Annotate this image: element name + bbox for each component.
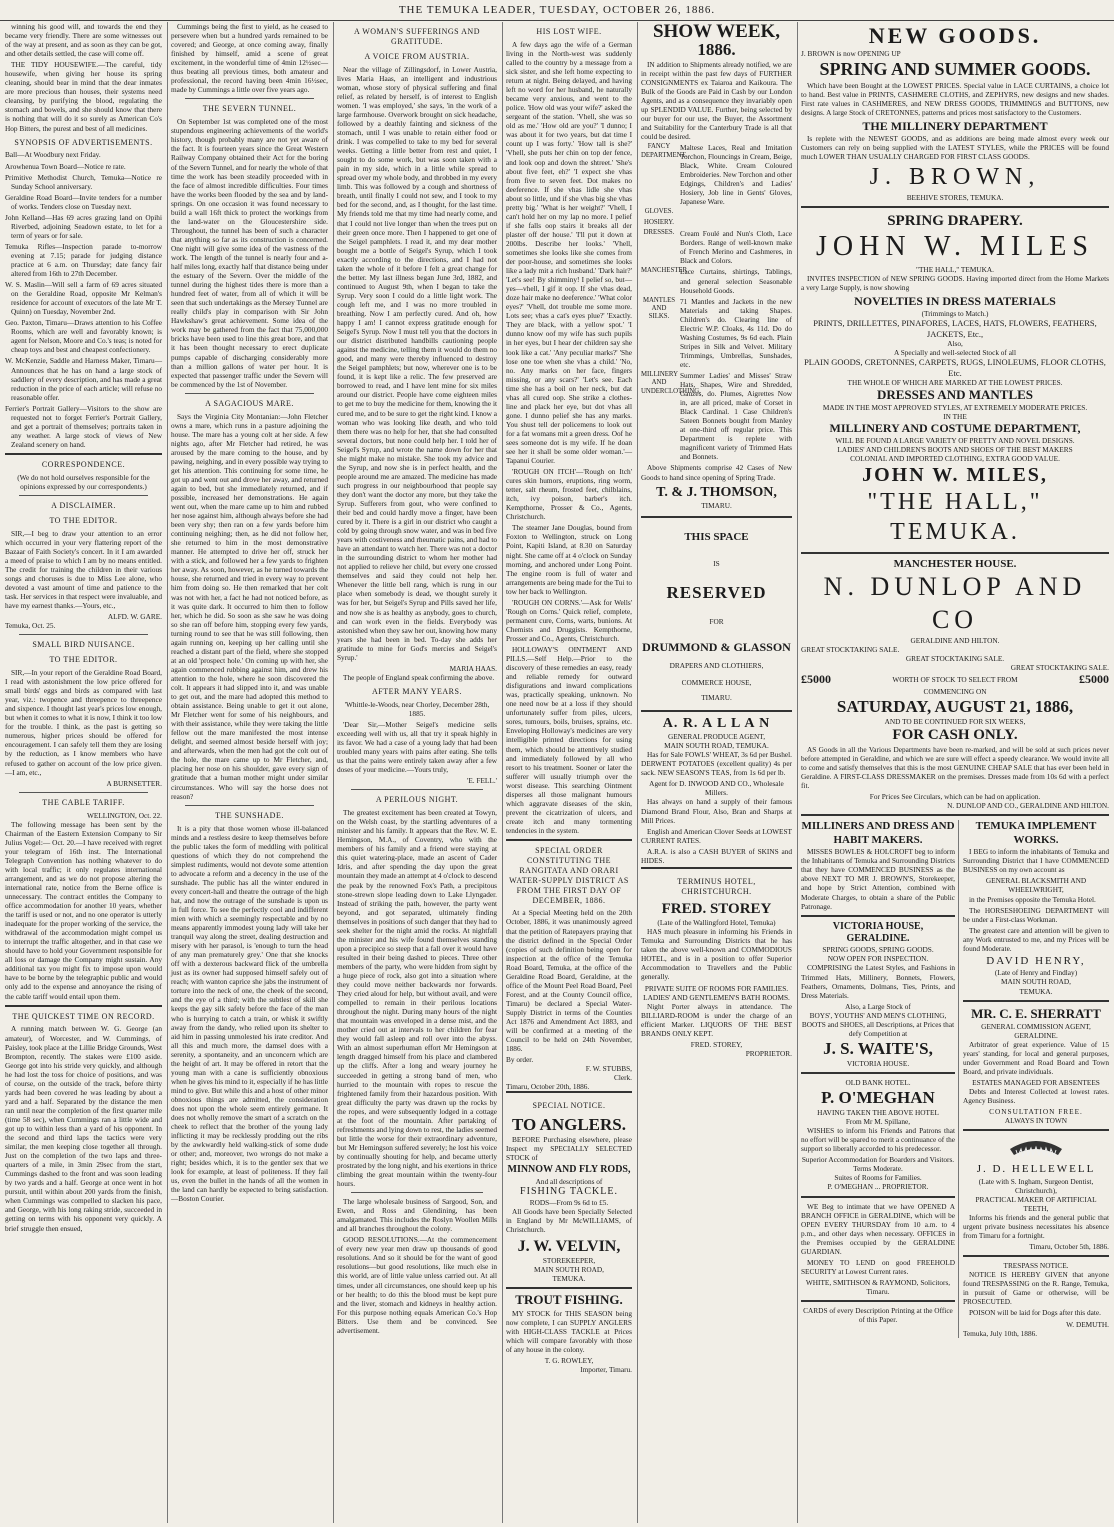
- ladies-boots-line: LADIES' AND CHILDREN'S BOOTS AND SHOES OF THE BEST MAKERS: [837, 445, 1073, 455]
- hop-bitters-paragraph: THE TIDY HOUSEWIFE.—The careful, tidy housewife, when giving her house its spring cleaning, should bear in mind that the dear inmates are more precious than houses, their systems need cleansing, by purifying the blood, regulating the stomach and bowels, and she should know that there is nothing that will do it so surely as American Co's Hop Bitters, the purest and best of all medicines.: [5, 60, 162, 133]
- storey-sub: (Late of the Wallingford Hotel, Temuka): [657, 918, 776, 928]
- rods-price: RODS—From 9s 6d to £5.: [529, 1198, 609, 1208]
- department-row: [641, 219, 792, 227]
- commencing-on: COMMENCING ON: [923, 686, 987, 696]
- storey-signature: FRED. STOREY,: [690, 1039, 743, 1049]
- divider: [351, 1192, 483, 1193]
- ara-body: Has for Sale FOWLS' WHEAT, 3s 6d per Bushel. DERWENT POTATOES (excellent quality) 4s per sack. NEW SEASON'S TEAS, from 1s 6d per lb.: [641, 750, 792, 778]
- sherratt-role: GENERAL COMMISSION AGENT, GERALDINE.: [981, 1021, 1091, 1040]
- spring-summer-goods: SPRING AND SUMMER GOODS.: [819, 59, 1091, 80]
- divider: [801, 814, 1109, 816]
- omeghan-line: Superior Accommodation for Boarders and Visitors. Terms Moderate.: [801, 1155, 955, 1174]
- synopsis-item: Ferrier's Portrait Gallery—Visitors to the show are requested not to forget Ferrier's Portrait Gallery, and get a portrait of themselves; portraits taken in any weather. A large stock of views of New Zealand scenery on hand.: [5, 403, 162, 449]
- divider: [801, 1072, 955, 1074]
- synopsis-title: SYNOPSIS OF ADVERTISEMENTS.: [14, 137, 153, 147]
- velvin-name: J. W. VELVIN,: [517, 1237, 621, 1255]
- column-2: [167, 22, 331, 1523]
- branch-office-body: WE Beg to intimate that we have OPENED A BRANCH OFFICE in GERALDINE, which will be OPEN EVERY THURSDAY from 10 a.m. to 4 p.m., and other days when necessary. OFFICES in the Premises occupied by the GERALDINE GUARDIAN.: [801, 1201, 955, 1256]
- six-weeks: AND TO BE CONTINUED FOR SIX WEEKS,: [884, 717, 1026, 727]
- rough-on-corns: 'ROUGH ON CORNS.'—Ask for Wells' 'Rough on Corns.' Quick relief, complete, permanent cure, Corns, warts, bunions. At Chemists and Druggists. Kempthorne, Prosser and Co., Agents, Christchurch.: [506, 597, 632, 643]
- money-to-lend: MONEY TO LEND on good FREEHOLD SECURITY at Lowest Current rates.: [801, 1257, 955, 1276]
- millinery-title: THE MILLINERY DEPARTMENT: [862, 118, 1048, 133]
- estates-body: Debts and Interest Collected at lowest rates. Agency Business.: [963, 1087, 1109, 1106]
- synopsis-item: Geo. Paxton, Timaru—Draws attention to his Coffee Rooms, which are well and favorably known; is agent for Nelson, Moore and Co.'s teas; is noted for cheap toys and best and cheapest confectionery.: [5, 318, 162, 355]
- sunshade-body: It is a pity that those women whose ill-balanced minds and a restless desire to keep themselves before the public takes the form of meddling with political questions of which they do not comprehend the simplest rudiments, would not devote some attention to advocate a reform and a decency in the use of the sunshade. The public has all the winter endured in every concert-hall and theatre the outrage of the high hat, and now the outrage of the sunshade is upon us in full force. To see the perfectly cool and indifferent mien with which a seemingly respectable and by no means apparently immodest young lady will take her tranquil way along the street, dealing destruction and misery with her parasol, is 'enough to turn the head of any man prematurely grey.' One that she knocks off with a dexterous backward flick of the umbrella just as its owner had supposed himself safely out of reach; with wanton caprice she jabs the instrument of torture into the neck of one, the cheek of the second, and the eye of a third; with the subtlest of skill she keeps the gay silk safely before the face of the man who is hurrying to catch a train, or whisk it swiftly away from the dandy, who relied upon its shelter to aid him in passing unmolested his irate creditor. And all this and much more, the damsel does with a serenity, a spontaneity, and an unconcern which are the height of art. It may be offered in retort that the young man with a cane is sufficiently obnoxious when he gives his mind to it, especially if he has little mind to give. But while this and a host of other minor obnoxious things are admitted, the consideration does not upon the whole seem entirely germane. It does not wholly remove the smart of a scratch on the cheek to reflect that the brother of the young lady inflicting it may be recklessly prodding out the ribs by the awkwardly held walking-stick of some dude or other; and, moreover, two wrongs do not make a right; besides which, it is to the gentler sex that we look for example, at least of politeness. If they fail us, even the bullet in the hands of all the women in the land can hardly be expected to bring satisfaction.—Boston Courier.: [171, 823, 328, 1204]
- bottom-ads: [801, 820, 1109, 1338]
- department-text: Lace Curtains, shirtings, Tablings, and general selection Seasonable Household Goods.: [680, 267, 792, 295]
- worth-row: [801, 672, 1109, 687]
- cable-tariff-body: The following message has been sent by the Chairman of the Eastern Extension Company to Sir Julius Vogel:— Oct. 20.—I have received with regret your telegram of 16th inst. The International Telegraph Convention has nothing whatever to do with local traffic; it only regulates international arrangement, and as we do not propose altering the international rate, notice from the Berne office is unnecessary. The contract entitles the Company to office accommodation for another 10 years, whether the tariff is used or not, and no one operator is utterly inadequate for the proper working of the service, the withdrawal of the accommodation might compel us to interrupt the traffic altogether, and in that case we should have to hold your Government responsible for all loss or damage the Company might sustain. Any additional tax you might fix to impose upon would have to be borne by the telegraphic public and would only add to the expense and annoyance the rising of the cable tariff would entail upon them.: [5, 819, 162, 1001]
- dunlop-name: N. DUNLOP AND CO: [823, 572, 1087, 634]
- miles-body: INVITES INSPECTION of NEW SPRING GOODS. Having imported direct from the Home Markets a very Large Supply, is now showing: [801, 273, 1109, 293]
- storey-body-2: Night Porter always in attendance. The BILLIARD-ROOM is under the charge of an efficient Marker. LIQUORS OF THE BEST BRANDS ONLY KEPT.: [641, 1001, 792, 1038]
- divider: [801, 1300, 955, 1302]
- correspondence-note: (We do not hold ourselves responsible for the opinions expressed by our correspondents.): [17, 472, 150, 491]
- womans-sufferings-body: Near the village of Zillingsdorf, in Lower Austria, lives Maria Haas, an intelligent and industrious woman, whose story of physical suffering and final relief, as related by herself, is of interest to English women. 'I was employed,' she says, 'in the work of a large farmhouse. Overwork brought on sick headache, followed by a deathly fainting and sickness of the stomach, until I was unable to retain either food or drink. I was compelled to take to my bed for several weeks. Getting a little better from rest and quiet, I sought to do some work, but was soon taken with a pain in my side, which in a little while spread to spread over my whole body, and throbbed in my every limb. This was followed by a cough and shortness of breath, until finally I could not sew, and I took to my bed for the second, and, as I thought, for the last time. My friends told me that my time had nearly come, and that I could not live longer than when the trees put on their green once more. Then I happened to get one of the Seigel pamphlets. I read it, and my dear mother bought me a bottle of Seigel's Syrup, which I took exactly according to the directions, and I had not taken the whole of it before I felt a great change for the better. My last illness began June 3rd, 1882, and continued to August 9th, when I began to take the Syrup. Very soon I could do a little light work. The cough left me, and I was no more troubled in breathing. Now I am perfectly cured. And oh, how happy I am! I cannot express gratitude enough for Seigel's Syrup. Now I must tell you that the doctors in our district distributed handbills cautioning people against the medicine, telling them it would do them no good, and many were thereby influenced to destroy the Seigel pamphlets; but now, wherever one is to be found, it is kept like a relic. The few preserved are borrowed to read, and I have lent mine for six miles around our district. People have come eighteen miles to get me to buy the medicine for them, knowing the it cured me, and to be sure to get the right kind. I know a woman who was looking like death, and who told them there was no help for her, that she had consulted several doctors, but none could help her. I told her of Seigel's Syrup, and wrote the name down for her that she might make no mistake. She took my advice and the Syrup, and now she is in perfect health, and the people around me are amazed. The medicine has made such progress in our neighbourhood that people say they don't want the doctor any more, but they take the Syrup. Sufferers from gout, who were confined to their bed and could hardly move a finger, have been cured by it. There is a girl in our district who caught a cold by going through snow water, and was in bed five years with costiveness and rheumatic pains, and had to have an attendant to watch her. There was not a doctor in the surrounding district to whom her mother had not applied to relieve her child, but every one crossed themselves and said they could not help her. Whenever the little bell rang, which is rung in our place when somebody is dead, we thought surely it was for her, but Seigel's Syrup and Pills saved her life, and now she is as healthy as anybody, goes to church, and can work even in the fields. Everybody was astonished when they saw her out, knowing how many years she had been in bed. To-day she adds her gratitude to mine for God's mercies and Seigel's Syrup.': [337, 64, 498, 662]
- omeghan-name: P. O'MEGHAN: [821, 1088, 935, 1108]
- divider: [5, 1005, 162, 1007]
- denture-illustration: [963, 1135, 1109, 1163]
- synopsis-list: [5, 150, 162, 448]
- bowles-title: MILLINERS AND DRESS AND HABIT MAKERS.: [801, 820, 955, 846]
- ara-role: GENERAL PRODUCE AGENT,: [667, 732, 766, 742]
- department-name: MANCHESTER: [641, 267, 688, 275]
- brown-address: BEEHIVE STORES, TEMUKA.: [906, 192, 1004, 202]
- hellewell-name: J. D. HELLEWELL: [976, 1163, 1096, 1176]
- victoria-title: VICTORIA HOUSE, GERALDINE.: [832, 920, 924, 944]
- show-week-title: SHOW WEEK,: [652, 22, 781, 42]
- brown-body: Which have been Bought at the LOWEST PRICES. Special value in LACE CURTAINS, a choice lot to hand. Best value in PRINTS, CASHMERE CLOTHS, and ZEPHYRS, new designs and new shades. First rate values in CASHMERES, and NEW DRESS GOODS, TRIMMINGS and BUTTONS, new designs. A large Stock of CRETONNES, patterns and prices most satisfactory to the Customers.: [801, 80, 1109, 117]
- ara-address: MAIN SOUTH ROAD, TEMUKA.: [664, 741, 769, 751]
- department-row: [641, 229, 792, 265]
- storey-role: PROPRIETOR.: [745, 1048, 792, 1058]
- victoria-open: NOW OPEN FOR INSPECTION.: [827, 954, 929, 964]
- signature-maria-haas: MARIA HAAS.: [449, 663, 497, 673]
- synopsis-item: W. McKenzie, Saddle and Harness Maker, Timaru—Announces that he has on hand a large stock of saddlery of every description, and has made a great reduction in the price of each article; will refuse no reasonable offer.: [5, 356, 162, 402]
- synopsis-item: W. S. Maslin—Will sell a farm of 69 acres situated on the Geraldine Road, opposite Mr Kelman's residence for account of executors of the late Mr T. Quinn) on Tuesday, November 2nd.: [5, 280, 162, 317]
- letter-body: 'Dear Sir,—Mother Seigel's medicine sells exceeding well with us, all that try it speak highly in its favor. We had a case of a young lady that had been troubled many years with pains after eating. She tells us that the pains were entirely taken away after a few doses of your medicine.—Yours truly,: [337, 719, 497, 775]
- womans-sufferings-title: A WOMAN'S SUFFERINGS AND GRATITUDE.: [354, 27, 480, 46]
- trespass-date: Temuka, July 10th, 1886.: [963, 1328, 1038, 1338]
- trespass-title: TRESPASS NOTICE.: [1003, 1261, 1069, 1271]
- henry-address: MAIN SOUTH ROAD,: [1001, 977, 1071, 987]
- divider: [19, 792, 148, 793]
- department-row: [641, 371, 792, 461]
- solicitors-signature: WHITE, SMITHSON & RAYMOND, Solicitors, Timaru.: [805, 1277, 951, 1296]
- notice-signature: F. W. STUBBS,: [585, 1064, 632, 1074]
- drummond-town: TIMARU.: [701, 692, 732, 702]
- prints-line: PRINTS, DRILLETTES, PINAFORES, LACES, HATS, FLOWERS, FEATHERS, JACKETS, Etc.,: [813, 318, 1097, 339]
- henry-town: TEMUKA.: [1019, 986, 1053, 996]
- synopsis-item: Temuka Rifles—Inspection parade to-morrow evening at 7.15; parade for judging distance practice at 6 a.m. on Thursday; date fancy fair altered from 16th to 27th December.: [5, 241, 162, 279]
- victoria-boys: BOYS', YOUTHS' AND MEN'S CLOTHING,: [809, 1010, 947, 1020]
- trespass-body: NOTICE IS HEREBY GIVEN that anyone found TRESPASSING on the R. Range, Temuka, in pursuit of Game or otherwise, will be PROSECUTED.: [963, 1270, 1109, 1307]
- article-continuation: Cummings being the first to yield, as he ceased to persevere when but a hundred yards remained to be covered; and George, at once coming away, finally finished by himself, amid a scene of great excitement, in the wonderful time of 4min 12½sec—thus beating all previous times, both amateur and professional, the record having been 4min 16½sec, made by Cummings a little over five years ago.: [171, 22, 328, 95]
- department-name: GLOVES.: [644, 208, 674, 216]
- lowest-prices-line: THE WHOLE OF WHICH ARE MARKED AT THE LOWEST PRICES.: [847, 378, 1063, 388]
- amount-right: £5000: [1078, 672, 1109, 687]
- henry-name: DAVID HENRY,: [986, 954, 1086, 967]
- cable-tariff-title: THE CABLE TARIFF.: [42, 797, 125, 807]
- divider: [963, 1000, 1109, 1002]
- teeth-icon: [1006, 1135, 1066, 1161]
- divider: [963, 1255, 1109, 1257]
- bottom-ads-right: [963, 820, 1109, 1338]
- column-5: [637, 22, 795, 1523]
- omeghan-signature: P. O'MEGHAN ... PROPRIETOR.: [827, 1182, 929, 1192]
- synopsis-item: Arowhenua Town Board—Notice re rate.: [5, 161, 126, 171]
- department-text: Cream Foulé and Nun's Cloth, Lace Borders. Range of well-known make of French Merino and Cashmeres, in Black and Colors.: [680, 229, 792, 266]
- disclaimer-body: SIR,—I beg to draw your attention to an error which occurred in your very flattering report of the Bazaar of Faith Society's concert. In it I am awarded a meed of praise to which I am by no means entitled. The credit for training the children in their various songs and choruses is due to Miss Lee alone, who devoted a vast amount of time and patience to the task. Her services in that respect were invaluable, and have my earnest thanks.—Yours, etc.,: [5, 528, 162, 611]
- department-name: FANCY DEPARTMENT.: [641, 143, 687, 159]
- show-week-year: 1886.: [697, 40, 736, 59]
- correspondence-title: CORRESPONDENCE.: [41, 459, 126, 469]
- victoria-also: Also, a Large Stock of: [845, 1001, 911, 1011]
- ara-agent: Agent for D. INWOOD AND CO., Wholesale Millers.: [649, 779, 784, 798]
- storey-suite: PRIVATE SUITE OF ROOMS FOR FAMILIES.: [644, 983, 789, 993]
- divider: [351, 789, 483, 790]
- novelties-title: NOVELTIES IN DRESS MATERIALS: [854, 294, 1056, 309]
- article-intro: winning his good will, and towards the end they became very friendly. There are some witnesses out of the way at present, and as soon as they can be got, and other details settled, the case will come off.: [5, 22, 162, 59]
- dunlop-signature: N. DUNLOP AND CO., GERALDINE AND HILTON.: [947, 800, 1109, 810]
- department-text: 71 Mantles and Jackets in the new Materials and taking Shapes. Children's do. Clearing line of Electric W.P. Cloaks, 4s 11d. Do do Washing Costumes, 9s 6d each. Plain Stripes in Silk and Velvet. Military Trimmings, Umbrellas, Sunshades, etc.: [680, 296, 792, 369]
- by-order: By order.: [506, 1055, 534, 1065]
- sargood-paragraph: The large wholesale business of Sargood, Son, and Ewen, and Ross and Glendining, has been amalgamated. This includes the Roslyn Woollen Mills and all branches throughout the colony.: [337, 1197, 497, 1234]
- always-in-town: ALWAYS IN TOWN: [1004, 1116, 1068, 1126]
- stocktaking-sale-1: GREAT STOCKTAKING SALE.: [801, 644, 900, 654]
- disclaimer-title: A DISCLAIMER.: [51, 500, 116, 510]
- severn-tunnel-body: On September 1st was completed one of the most stupendous engineering achievements of the world's history, though probably many are not yet aware of the fact. It is fourteen years since the Great Western Railway Company obtained their Act for the boring of the Severn Tunnel, and for nearly the whole of that time the work has been steadily proceeded with in the face of almost incredible difficulties. Four times have the works been flooded by the sea and by land-springs. On one occasion it was found necessary to build a wall 16ft thick to protect the workings from the land-water on the Gloucestershire side. Throughout, the tunnel has been of such a character that anything so far as its construction is concerned. One night will give some idea of the vastness of the work. The length of the tunnel is nearly four and a-half miles long, exactly half that distance being under the estuary of the Severn. Over the middle of the tunnel during the highest tides there is more than a hundred feet of water, from all of which it will be seen that such undertakings as the Mersey Tunnel are really child's play in comparison with Sir John Hawkshaw's great achievement. Some idea of the work may be gathered from the fact that 75,000,000 bricks have been used to line this great bore, and that it has been thought necessary to erect duplicate pumps capable of discharging considerably more than a million gallons of water per hour. It is expected that passenger traffic under the Severn will be commenced by the 1st of November.: [171, 117, 328, 389]
- special-stock: A Specially and well-selected Stock of all: [894, 348, 1016, 358]
- storey-body: HAS much pleasure in informing his Friends in Temuka and Surrounding Districts that he has taken the above well-known and COMMODIOUS HOTEL, and is in a position to offer Superior Accommodation to Travellers and the Public generally.: [641, 927, 792, 982]
- trimmings-note: (Trimmings to Match.): [921, 308, 989, 318]
- miles-name: JOHN W. MILES: [816, 231, 1094, 263]
- show-week-body: IN addition to Shipments already notified, we are in receipt within the past few days of FURTHER CONSIGNMENTS ex Taiaroa and Kaikoura. The Bulk of the Goods are Paid in Cash by our London Agents, and as a consequence they invariably open up SPLENDID VALUE. Further, being selected by our buyer for our use, the Buyer, the Assortment and Suitability for the Canterbury Trade is all that could be desired.: [641, 59, 792, 142]
- drapers-clothiers: DRAPERS AND CLOTHIERS,: [669, 660, 764, 670]
- department-row: [641, 267, 792, 294]
- victoria-boots: BOOTS and SHOES, all Descriptions, at Prices that defy Competition at: [801, 1019, 955, 1038]
- after-many-years: AFTER MANY YEARS.: [372, 686, 462, 696]
- signature-fell: 'E. FELL.': [467, 776, 497, 786]
- also-word: Also,: [947, 339, 963, 349]
- reserved-word: RESERVED: [666, 582, 767, 602]
- quickest-time-body: A running match between W. G. George (an amateur), of Worcester, and W. Cummings, of Paisley, took place at the Lillie Bridge Grounds, West Brompton, recently. The stakes were £100 aside. George got into his stride very quickly, and although he had lost the toss for choice of positions, and was of course, on the outside of the track, before thirty yards had been covered he was leading by about a yard and a half. Separated by the distance the men ran until near the completion of the first quarter mile (time 58 sec), when Cummings ran a little wide and got up to within less than a yard of his opponent. In the second and third laps the tactics were very similar, the men keeping close together all through. Just on the completion of the two laps and three-quarters of a mile, in 3min 29sec from the start, Cummings dashed to the front and was soon leading by two yards and a half. George at once went in hot pursuit, until within about 200 yards from the finish, when Cummings was compelled to slacken his pace, and George, with his long raking stride, succeeded in getting on terms with his opponent very quickly. A brief struggle then ensued,: [5, 1024, 162, 1233]
- anglers-body-2: All Goods have been Specially Selected in England by Mr McWILLIAMS, of Christchurch.: [506, 1207, 632, 1235]
- implement-works-body-3: The greatest care and attention will be given to any Work entrusted to me, and my Prices will be found Moderate.: [963, 925, 1109, 953]
- costume-department-title: MILLINERY AND COSTUME DEPARTMENT,: [829, 421, 1081, 436]
- storey-name: FRED. STOREY: [661, 900, 772, 917]
- consultation-free: CONSULTATION FREE.: [989, 1107, 1083, 1117]
- bowles-body: MISSES BOWLES & HOLCROFT beg to inform the Inhabitants of Temuka and Surrounding Districts that they have COMMENCED BUSINESS as the above NEXT TO MR J. BROWN'S, Storekeeper, and hope by Strict Attention, combined with Moderate Charges, to obtain a share of the Public Patronage.: [801, 847, 955, 911]
- dresses-mantles-title: DRESSES AND MANTLES: [876, 387, 1034, 403]
- show-week-footer: Above Shipments comprise 42 Cases of New Goods to hand since opening of Spring Trade.: [641, 463, 792, 482]
- notice-date: Timaru, October 20th, 1886.: [506, 1082, 590, 1092]
- jane-douglas-paragraph: The steamer Jane Douglas, bound from Foxton to Wellington, struck on Long Point, Kapiti Island, at 8.30 on Saturday night. She came off at 4 o'clock on Sunday morning, and anchored under Long Point. The engine room is full of water and arrangements are being made for the Tui to tow her back to Wellington.: [506, 523, 632, 596]
- disclaimer-place: Temuka, Oct. 25.: [5, 621, 56, 631]
- in-the: IN THE: [943, 412, 967, 422]
- millinery-body: Is replete with the NEWEST GOODS, and as additions are being made almost every week our Customers can rely on being supplied with the LATEST STYLES, while the PRICES will be found much LOWER THAN USUALLY CHARGED FOR FIRST CLASS GOODS.: [801, 133, 1109, 161]
- synopsis-item: Ball—At Woodbury next Friday.: [5, 150, 101, 160]
- trout-fishing-title: TROUT FISHING.: [515, 1292, 623, 1308]
- quickest-time-title: THE QUICKEST TIME ON RECORD.: [12, 1011, 155, 1021]
- velvin-address: MAIN SOUTH ROAD,: [534, 1265, 604, 1275]
- synopsis-item: John Kelland—Has 69 acres grazing land on Opihi Riverbed, adjoining Seadown estate, to let for a term of years or for sale.: [5, 212, 162, 240]
- column-4: [502, 22, 635, 1523]
- hall-temuka: "THE HALL," TEMUKA.: [916, 264, 994, 274]
- old-bank-hotel: OLD BANK HOTEL.: [845, 1077, 911, 1087]
- severn-tunnel-title: THE SEVERN TUNNEL.: [202, 104, 297, 114]
- all-descriptions: And all descriptions of: [535, 1176, 603, 1186]
- people-of-england: The people of England speak confirming the above.: [343, 672, 495, 682]
- plain-goods-line: PLAIN GOODS, CRETONNES, CARPETS, RUGS, LINOLEUMS, FLOOR CLOTHS, Etc.: [804, 357, 1106, 378]
- department-name: MILLINERY AND UNDERCLOTHING.: [641, 370, 701, 395]
- implement-works-body: I BEG to inform the inhabitants of Temuka and Surrounding District that I have COMMENCED BUSINESS on my own account as: [963, 847, 1109, 875]
- to-the-editor: TO THE EDITOR.: [49, 655, 118, 665]
- sunshade-title: THE SUNSHADE.: [215, 810, 284, 820]
- commerce-house: COMMERCE HOUSE,: [681, 677, 752, 687]
- department-text: Maltese Laces, Real and Imitation Torchon, Flouncings in Cream, Beige, Black, White. Cream Coloured Embroideries. New Torchon and other Edgings, Children's and Ladies' Hosiery, Job line in Gents' Gloves, Japanese Ware.: [680, 143, 792, 207]
- reserved-this-space: THIS SPACE: [684, 530, 749, 543]
- hellewell-body: Informs his friends and the general public that urgent private business necessitates his absence from Timaru for a fortnight.: [963, 1213, 1109, 1241]
- notice-role: Clerk.: [613, 1073, 632, 1083]
- cards-printing: CARDS of every Description Printing at the Office of this Paper.: [803, 1306, 953, 1325]
- divider: [5, 453, 162, 455]
- to-the-editor: TO THE EDITOR.: [49, 515, 118, 525]
- synopsis-item: Geraldine Road Board—Invite tenders for a number of works. Tenders close on Tuesday next.: [5, 192, 162, 211]
- divider: [19, 634, 148, 635]
- department-text: [680, 219, 792, 227]
- victoria-body: COMPRISING the Latest Styles, and Fashions in Trimmed Hats, Millinery, Bonnets, Flowers, Feathers, Ornaments, Dolmans, Ties, Prints, and Dress Materials.: [801, 963, 955, 1000]
- thomson-name: T. & J. THOMSON,: [656, 484, 777, 500]
- sagacious-mare-body: Says the Virginia City Montanian:—John Fletcher owns a mare, which runs in a pasture adjoining the house. The mare has a young colt at her side. A few nights ago, after Mr Fletcher had retired, he was aroused by the mare coming to the house, and by pawing, neighing, and in every possible way trying to get his attention. This continuing for some time, he got up and went out and drove her away, and returned again to bed, but she immediately returned, and if possible, increased her demonstrations. He again went out, when the mare came up to him and rubbed her nose against him, although always before she had been very shy; then ran on a few yards before him continuing neighing; then, as he did not follow her, she returned to him in the most demonstrative manner. He attempted to drive her off, struck her with a stick, and followed her a few yards to frighten her away. As soon, however, as he turned towards the house, she returned and tried in every way to prevent him from doing so. He then remarked that her colt was not with her, a fact he had not noticed before, as it was quite dark. It occurred to him then to follow her, which he did. So soon as she saw he was doing so she ran off before him, stopping every few yards, turning round to see that he was still following, then again running on, keeping up her calling until she reached a distant part of the field, where she stopped at an old 'prospect hole.' On coming up with her, she again commenced rubbing against him, and drew his attention to the hole, where he soon discovered the colt. It appears it had slipped into it, and was unable to get out, and the mare had adopted this method to obtain assistance. Being unable to get it out alone, Mr Fletcher went for some of his neighbours, and with their assistance, while they were taking the little fellow out the mare manifested the most intense delight, and seemed almost beside herself with joy; and afterwards, when the men had got the colt out of the hole, the mare came up to Mr Fletcher, and, placing her nose on his shoulder, gave every sign of gratitude that a human mother might under similar circumstances. Who will say the horse does not reason?: [171, 411, 328, 801]
- special-order-body: At a Special Meeting held on the 20th October, 1886, it was unanimously agreed that the petition of Ratepayers praying that the district defined in the Special Order (copies of such definition being open for inspection at the office of the Temuka Road Board, Temuka, at the office of the Geraldine Road Board, Geraldine, at the office of the Mount Peel Road Board, Peel Forest, and at the County Council office, Timaru) be declared a Special Water-Supply District in terms of the Counties Act 1876 and Amendment Act 1883, and will be confirmed at a meeting of the Council to be held on 24th November, 1886.: [506, 908, 632, 1054]
- omeghan-from: From Mr M. Spillane,: [845, 1117, 911, 1127]
- special-notice: SPECIAL NOTICE.: [532, 1101, 606, 1111]
- column-1: [2, 22, 165, 1523]
- saturday-date: SATURDAY, AUGUST 21, 1886,: [836, 696, 1074, 716]
- divider: [801, 1196, 955, 1198]
- thomson-town: TIMARU.: [701, 500, 732, 510]
- small-bird-body: SIR,—In your report of the Geraldine Road Board, I read with astonishment the low price offered for small birds' eggs and birds as compared with last year, viz.: twopence and threepence to threepence and sixpence. I thought last year's prices low enough, but when it comes to what it is now, I think it too low for the trouble. I think, as the past is getting so numerous, higher prices should be offered for encouragement. I can safely tell them they are losing by the reduction, as I know members who have refused to gather on account of the low price given.—I am, etc.,: [5, 668, 162, 777]
- department-text: Summer Ladies' and Misses' Straw Hats, Shapes, Wire and Shredded, Gauzes, do. Plumes, Aigrettes Now in, are all priced, make of Corset in Black Cardinal. 1 Case Children's Sateen Bonnets bought from Manley at one-third off regular price. This Department is replete with magnificent variety of Trimmed Hats and Bonnets.: [680, 370, 792, 462]
- divider: [801, 915, 955, 917]
- miles-name-2: JOHN W. MILES,: [862, 464, 1048, 487]
- brown-name: J. BROWN,: [869, 163, 1041, 190]
- velvin-role: STOREKEEPER,: [542, 1256, 596, 1266]
- horseshoeing-line: The HORSESHOEING DEPARTMENT will be under a First-class Workman.: [963, 905, 1109, 924]
- anglers-body: BEFORE Purchasing elsewhere, please Inspect my SPECIALLY SELECTED STOCK of: [506, 1135, 632, 1163]
- ara-name: A. R. A L L A N: [662, 715, 771, 731]
- divider: [19, 495, 148, 496]
- to-anglers-title: TO ANGLERS.: [511, 1115, 626, 1135]
- divider: [801, 206, 1109, 208]
- rough-on-itch: 'ROUGH ON ITCH'—'Rough on Itch' cures skin humors, eruptions, ring worm, tetter, salt rheum, frosted feet, chilblains, itch, ivy poison, barber's itch. Kempthorne, Prosser & Co., Agents, Christchurch.: [506, 467, 632, 522]
- velvin-town: TEMUKA.: [552, 1274, 586, 1284]
- good-resolutions-paragraph: GOOD RESOLUTIONS.—At the commencement of every new year men draw up thousands of good resolutions. And so it should be for the want of good resolutions—but good resolutions, like much else in this world, are of little value unless carried out. At all times, under all circumstances, one should keep up his or her health; to do this the blood must be kept pure and the liver, stomach and kidneys in healthy action. For this purpose nothing equals American Co.'s Hop Bitters. Use them and be convinced. See advertisement.: [337, 1235, 497, 1335]
- reserved-is: IS: [713, 558, 720, 568]
- estates-managed: ESTATES MANAGED FOR ABSENTEES: [972, 1077, 1100, 1087]
- trout-fishing-body: MY STOCK for THIS SEASON being now complete, I can SUPPLY ANGLERS with HIGH-CLASS TACKLE at Prices which will compare favorably with those of any house in the colony.: [506, 1308, 632, 1354]
- divider: [506, 839, 632, 841]
- lost-wife-title: HIS LOST WIFE.: [536, 27, 602, 36]
- variety-line: WILL BE FOUND A LARGE VARIETY OF PRETTY AND NOVEL DESIGNS.: [835, 436, 1075, 446]
- divider: [963, 1129, 1109, 1131]
- cash-only: FOR CASH ONLY.: [892, 727, 1018, 744]
- hellewell-sub: (Late with S. Ingham, Surgeon Dentist, Christchurch),: [978, 1176, 1094, 1195]
- bottom-ads-left: [801, 820, 959, 1338]
- approved-styles: MADE IN THE MOST APPROVED STYLES, AT EXTREMELY MODERATE PRICES.: [822, 403, 1088, 413]
- department-row: [641, 143, 792, 206]
- divider: [185, 805, 314, 806]
- henry-sub: (Late of Henry and Findlay): [994, 968, 1078, 978]
- sagacious-mare-title: A SAGACIOUS MARE.: [205, 398, 294, 408]
- synopsis-item: Primitive Methodist Church, Temuka—Notice re Sunday School anniversary.: [5, 172, 162, 191]
- rowley-name: T. G. ROWLEY,: [544, 1355, 594, 1365]
- blacksmith-line: GENERAL BLACKSMITH AND WHEELWRIGHT,: [985, 876, 1087, 895]
- amount-left: £5000: [801, 672, 831, 687]
- stocktaking-sale-2: GREAT STOCKTAKING SALE.: [905, 653, 1005, 663]
- department-row: [641, 208, 792, 216]
- circulars-line: For Prices See Circulars, which can be had on application.: [869, 791, 1041, 801]
- rowley-role: Importer, Timaru.: [580, 1364, 632, 1374]
- colonial-clothing-line: COLONIAL AND IMPORTED CLOTHING, EXTRA GOOD VALUE.: [850, 454, 1060, 464]
- small-bird-signature: A BURNSETTER.: [106, 778, 162, 788]
- geraldine-hilton: GERALDINE AND HILTON.: [910, 635, 1000, 645]
- worth-of-stock: WORTH OF STOCK TO SELECT FROM: [892, 674, 1018, 684]
- column-6: [797, 22, 1112, 1523]
- brown-intro: J. BROWN is now OPENING UP: [801, 49, 901, 59]
- divider: [185, 98, 314, 99]
- trespass-signature: W. DEMUTH.: [1066, 1319, 1109, 1329]
- department-list: [641, 143, 792, 461]
- reserved-for: FOR: [709, 616, 724, 626]
- implement-works-title: TEMUKA IMPLEMENT WORKS.: [975, 820, 1097, 846]
- divider: [185, 393, 314, 394]
- disclaimer-signature: ALFD. W. GARE.: [107, 612, 162, 622]
- storey-bath: LADIES' AND GENTLEMEN'S BATH ROOMS.: [643, 992, 790, 1002]
- special-order-title: SPECIAL ORDER CONSTITUTING THE RANGITATA AND ORARI WATER-SUPPLY DISTRICT AS FROM THE FIRST DAY OF DECEMBER, 1886.: [509, 845, 629, 905]
- department-name: DRESSES.: [643, 229, 675, 237]
- ara-body-4: A.R.A. is also a CASH BUYER of SKINS and HIDES.: [641, 846, 792, 865]
- department-text: [680, 208, 792, 216]
- waite-name: J. S. WAITE'S,: [823, 1038, 933, 1058]
- hellewell-date: Timaru, October 5th, 1886.: [1029, 1242, 1109, 1252]
- ara-body-2: Has always on hand a supply of their famous Diamond Brand Flour, Also, Bran and Sharps at Mill Prices.: [641, 797, 792, 825]
- omeghan-suites: Suites of Rooms for Families.: [834, 1173, 922, 1183]
- spring-drapery-title: SPRING DRAPERY.: [887, 212, 1023, 229]
- omeghan-sub: HAVING TAKEN THE ABOVE HOTEL: [817, 1108, 939, 1118]
- department-name: HOSIERY.: [644, 218, 674, 226]
- omeghan-body: WISHES to inform his Friends and Patrons that no effort will be spared to merit a continuance of the support so liberally accorded to his predecessor.: [801, 1126, 955, 1154]
- letter-heading: 'Whittle-le-Woods, near Chorley, December 28th, 1885.: [344, 699, 490, 718]
- stocktaking-sale-3: GREAT STOCKTAKING SALE.: [1010, 663, 1109, 673]
- manchester-house: MANCHESTER HOUSE.: [893, 557, 1017, 570]
- hall-temuka-2: "THE HALL," TEMUKA.: [867, 489, 1043, 546]
- lost-wife-body: A few days ago the wife of a German living in the North-west was suddenly called to the country by a message from a sick sister, and she left home expecting to return at night. Being delayed, and having left no word for her husband, he naturally became very anxious, and went to the police. 'How old was your wife?' asked the sergeant of the station. 'Vhell, she was so old as me.' 'How old are you?' 'I dunno; I was about it for two years, but dat time I count up I was forty.' 'How tall is she?' 'Vhell, she puts her chin on top der fence, and look oop and down the shtreet.' 'She's about five feet, eh?' 'I expect she vhas from five to seven feet. Dot makes no deeference. If she vhas lidle she vhas about so little, und if she vhas big she vhas pretty big.' 'What is her weight?' 'Vhell, I can't hold her on my lap no more. I pelief if she falls oop stairs it breaks all der plaster off der house.' 'I'll put it down at 200lbs. Describe her looks.' 'Vhell, sometimes she looks like she comes from der poor-house, and sometimes she looks like a lady mit a rich husband.' 'Dark hair?' 'Let's see! By shimminy! I pelief so, but—yes—vhell, I gif it oop. If she vhas dead, doze hair make no deeference.' 'What color eyes?' 'Vhell, dot trouble me some more. Lots see; vhas a cat's eyes plue?' 'Exactly. They are black, with a yellow spot.' 'I dunno know oof my wife has such pupils in her eyes, but I hear der children say she look like a cat.' 'Any peculiar marks?' 'She lose one toe when she vhas a child.' 'No, no. Any marks on her face, fingers missing, or any scars?' 'Let's see. Each time she has a boil on her neck, but dat vhas all cured oop. She strike a clothes-line and plack her eye, but dot vhas all gone. I dunno pelief she has any marks. You shust tell der policemens to look out for a fat womans mit a green dress. Oof he sees someone dot is my wife. If he doan see her it shall be some older woman.'—Tapanui Courier.: [506, 39, 632, 466]
- perilous-night-title: A PERILOUS NIGHT.: [375, 795, 459, 805]
- implement-works-body-2: in the Premises opposite the Temuka Hotel.: [969, 894, 1096, 904]
- department-row: [641, 297, 792, 369]
- hellewell-role: PRACTICAL MAKER OF ARTIFICIAL TEETH,: [975, 1194, 1097, 1213]
- drummond-glasson: DRUMMOND & GLASSON: [642, 639, 791, 654]
- perilous-night-body: The greatest excitement has been created at Towyn, on the Welsh coast, by the startling adventures of a minister and his family. It appears that the Rev. W. E. Hemingson, M.A., of Coventry, who with the members of his family and a friend were staying at this quiet watering-place, made an ascent of Cader Idris, and after spending the day upon the great mountain they made an attempt at 4 o'clock to descend the peak by the renowned Fox's Path, a precipitous stone-strewn slope leading down to Lake Llyngader. Instead of striking the path, however, the party went beyond, and got separated, ultimately finding themselves in positions of such danger that they had to seek shelter for the night amid the rocks. At nightfall the minister and his wife found themselves standing upon a precipice so steep that a fall over it would have resulted in their being dashed to pieces. Three other members of the party, who were hidden from sight by a huge piece of rock, also got into a situation where they could move neither backwards nor forwards. They cried aloud for help, but without avail, and were compelled to remain in their perilous locations throughout the night. During many hours of the night that mountain was enveloped in a dense mist, and the mother cried out at intervals to her children for fear they would fall asleep and roll over into the abyss. With an almost superhuman effort Mr Hemingson at length dragged himself from his place and clambered up the cliffs. After a long and weary journey he succeeded in getting a strong band of men, who hurried to the mountain with ropes to rescue the frightened family from their hazardous position. With great difficulty the party was drawn up the rocks by the ropes, and were subsequently lodged in a cottage at the foot of the mountain. After partaking of refreshments and lying down to rest, the ladies seemed but little the worse for their extraordinary adventure, but Mr Hemingson suffered severely; he lost his voice by continually shouting for help, and became utterly prostrated by the long night, and his exertions in thrice climbing the great mountain within the twenty-four hours.: [337, 808, 497, 1189]
- voice-from-austria: A VOICE FROM AUSTRIA.: [364, 51, 470, 61]
- ara-body-3: English and American Clover Seeds at LOWEST CURRENT RATES.: [641, 826, 792, 845]
- new-goods-title: NEW GOODS.: [868, 23, 1042, 48]
- trespass-poison: POISON will be laid for Dogs after this date.: [969, 1308, 1101, 1318]
- divider: [801, 552, 1109, 554]
- small-bird-title: SMALL BIRD NUISANCE.: [32, 640, 135, 650]
- victoria-spring: SPRING GOODS, SPRING GOODS.: [822, 945, 934, 955]
- dunlop-body: AS Goods in all the Various Departments have been re-marked, and will be sold at such prices never before attempted in Geraldine, and which we are sure will effect a speedy clearance. We would invite all to come and satisfy themselves that this is the most GENUINE CHEAP SALE that has ever been held in Geraldine. A FIRST-CLASS DRESSMAKER on the premises. Dresses made from 10s 6d with a perfect fit.: [801, 744, 1109, 790]
- cable-dateline: WELLINGTON, Oct. 22.: [86, 810, 162, 820]
- masthead: THE TEMUKA LEADER, TUESDAY, OCTOBER 26, 1886.: [0, 0, 1114, 21]
- sherratt-name: MR. C. E. SHERRATT: [971, 1005, 1101, 1021]
- column-3: [333, 22, 500, 1523]
- terminus-hotel-title: TERMINUS HOTEL, CHRISTCHURCH.: [677, 876, 756, 896]
- holloway-paragraph: HOLLOWAY'S OINTMENT AND PILLS.—Self Help.—Prior to the discovery of these remedies an easy, ready and reliable remedy for outward disfigurations and inward complications was, practically speaking, unknown. No one need now be at a loss if they should unfortunately suffer from piles, ulcers, sores, tumours, boils, bruises, sprains, etc. Enveloping Holloway's medicines are very intelligible printed directions for using them, which should be attentively studied and immediately followed by all who resort to his treatment. Sooner or later the sufferer will usually triumph over the worst disease. This searching Ointment disperses all those malignant humours which aggravate diseases of the skin, prevent the cicatrization of ulcers, and create itch and many tormenting tendencies in the system.: [506, 645, 632, 835]
- waite-address: VICTORIA HOUSE.: [846, 1058, 910, 1068]
- minnow-fly-rods: MINNOW AND FLY RODS,: [507, 1164, 631, 1176]
- fishing-tackle: FISHING TACKLE.: [520, 1185, 618, 1197]
- department-name: MANTLES AND SILKS.: [642, 296, 676, 321]
- sherratt-body: Arbitrator of great experience. Value of 15 years' standing, for local and general purposes, under Government and Road Board and Town Board, and private individuals.: [963, 1039, 1109, 1076]
